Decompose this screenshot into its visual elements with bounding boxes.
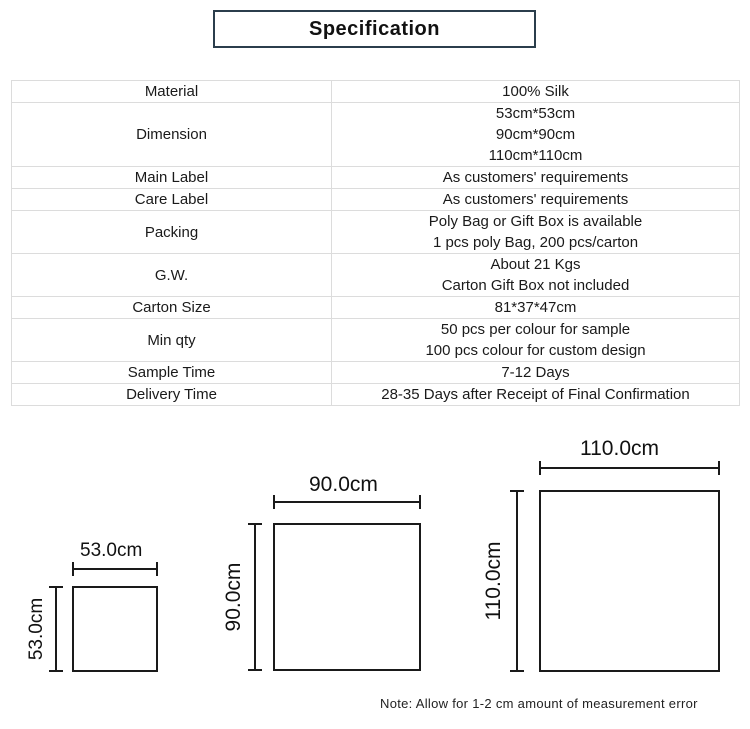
spec-row — [12, 189, 740, 211]
spec-value — [332, 189, 740, 211]
spec-value — [332, 167, 740, 189]
medium-height-label: 90.0cm — [222, 562, 245, 632]
spec-row — [12, 167, 740, 189]
spec-value-line: 100% Silk — [502, 83, 569, 100]
small-width-label: 53.0cm — [80, 540, 143, 561]
spec-value-line: 53cm*53cm — [495, 105, 576, 122]
spec-value-line: About 21 Kgs — [490, 256, 581, 273]
small-width-dimension-line — [72, 568, 158, 570]
large-width-tick-right — [718, 461, 720, 475]
spec-row — [12, 384, 740, 406]
large-height-tick-top — [510, 490, 524, 492]
spec-value-line: 100 pcs colour for custom design — [425, 342, 646, 359]
large-width-tick-left — [539, 461, 541, 475]
spec-value — [332, 362, 740, 384]
large-height-tick-bottom — [510, 670, 524, 672]
spec-value-line: 7-12 Days — [501, 364, 570, 381]
spec-key: Care Label — [12, 189, 332, 211]
spec-value-line: As customers' requirements — [442, 191, 629, 208]
spec-key: Carton Size — [12, 297, 332, 319]
medium-width-label: 90.0cm — [309, 473, 378, 496]
small-width-tick-right — [156, 562, 158, 576]
large-height-dimension-line — [516, 490, 518, 672]
spec-title-box — [213, 10, 536, 48]
spec-value — [332, 103, 740, 167]
medium-square — [273, 523, 421, 671]
spec-row — [12, 103, 740, 167]
small-height-tick-top — [49, 586, 63, 588]
spec-row — [12, 211, 740, 254]
medium-height-tick-top — [248, 523, 262, 525]
spec-value — [332, 297, 740, 319]
spec-table — [11, 80, 740, 406]
spec-key: Delivery Time — [12, 384, 332, 406]
spec-value — [332, 81, 740, 103]
large-width-dimension-line — [539, 467, 720, 469]
spec-key: G.W. — [12, 254, 332, 297]
spec-value-line: 90cm*90cm — [495, 126, 576, 143]
large-width-label: 110.0cm — [580, 437, 659, 460]
small-height-label: 53.0cm — [26, 597, 47, 661]
spec-value — [332, 384, 740, 406]
medium-width-tick-left — [273, 495, 275, 509]
measurement-note: Note: Allow for 1-2 cm amount of measurement error — [380, 696, 698, 711]
spec-value-line: 110cm*110cm — [488, 147, 583, 164]
spec-value — [332, 254, 740, 297]
page-title: Specification — [309, 17, 440, 40]
spec-value-line: 1 pcs poly Bag, 200 pcs/carton — [432, 234, 639, 251]
large-height-label: 110.0cm — [482, 541, 505, 621]
spec-value-line: 50 pcs per colour for sample — [440, 321, 631, 338]
spec-key: Min qty — [12, 319, 332, 362]
spec-key: Material — [12, 81, 332, 103]
medium-height-dimension-line — [254, 523, 256, 671]
spec-row — [12, 254, 740, 297]
small-width-tick-left — [72, 562, 74, 576]
spec-value-line: Poly Bag or Gift Box is available — [428, 213, 643, 230]
spec-key: Dimension — [12, 103, 332, 167]
small-height-dimension-line — [55, 586, 57, 672]
spec-value-line: As customers' requirements — [442, 169, 629, 186]
medium-height-tick-bottom — [248, 669, 262, 671]
spec-row — [12, 319, 740, 362]
spec-value — [332, 211, 740, 254]
spec-key: Main Label — [12, 167, 332, 189]
spec-value — [332, 319, 740, 362]
spec-value-line: 81*37*47cm — [494, 299, 577, 316]
small-square — [72, 586, 158, 672]
spec-value-line: 28-35 Days after Receipt of Final Confirmation — [381, 386, 690, 403]
spec-row — [12, 362, 740, 384]
spec-value-line: Carton Gift Box not included — [441, 277, 630, 294]
spec-key: Sample Time — [12, 362, 332, 384]
small-height-tick-bottom — [49, 670, 63, 672]
medium-width-tick-right — [419, 495, 421, 509]
spec-key: Packing — [12, 211, 332, 254]
large-square — [539, 490, 720, 672]
spec-row — [12, 297, 740, 319]
medium-width-dimension-line — [273, 501, 421, 503]
spec-row — [12, 81, 740, 103]
